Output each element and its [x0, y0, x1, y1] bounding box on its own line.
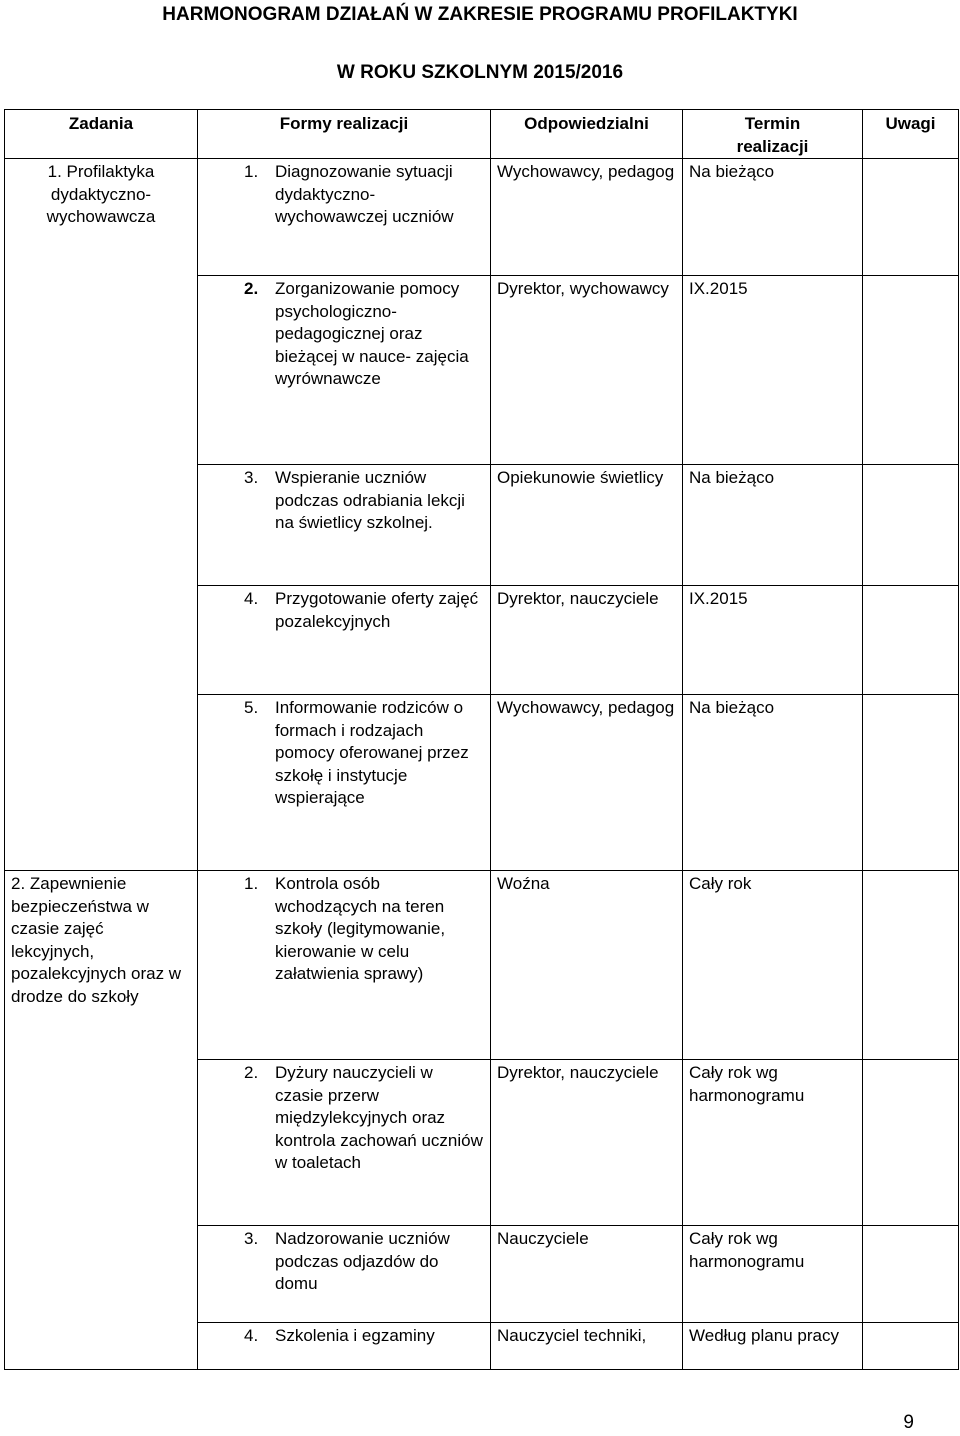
- task-1-cell: 1. Profilaktyka dydaktyczno-wychowawcza: [5, 159, 198, 871]
- item-form: Diagnozowanie sytuacji dydaktyczno-wychowawczej uczniów: [275, 162, 454, 226]
- notes-cell: [863, 586, 959, 695]
- deadline-cell: Cały rok wg harmonogramu: [683, 1226, 863, 1323]
- notes-cell: [863, 1226, 959, 1323]
- page-number: 9: [903, 1412, 914, 1433]
- deadline-cell: IX.2015: [683, 586, 863, 695]
- deadline-cell: Na bieżąco: [683, 159, 863, 276]
- form-cell: [198, 1226, 491, 1323]
- notes-cell: [863, 1060, 959, 1226]
- header-uwagi: Uwagi: [863, 110, 959, 159]
- responsible-cell: Wychowawcy, pedagog: [491, 695, 683, 871]
- schedule-table: [4, 109, 959, 1370]
- responsible-cell: Dyrektor, nauczyciele: [491, 586, 683, 695]
- deadline-cell: Według planu pracy: [683, 1323, 863, 1370]
- form-cell: [198, 586, 491, 695]
- deadline-cell: Cały rok wg harmonogramu: [683, 1060, 863, 1226]
- table-row: [5, 159, 959, 276]
- responsible-cell: Nauczyciel techniki,: [491, 1323, 683, 1370]
- notes-cell: [863, 465, 959, 586]
- notes-cell: [863, 1323, 959, 1370]
- notes-cell: [863, 871, 959, 1060]
- header-termin: Termin realizacji: [683, 110, 863, 159]
- form-cell: [198, 1323, 491, 1370]
- deadline-cell: Cały rok: [683, 871, 863, 1060]
- form-cell: [198, 1060, 491, 1226]
- form-cell: [198, 276, 491, 465]
- responsible-cell: Wychowawcy, pedagog: [491, 159, 683, 276]
- table-header-row: [5, 110, 959, 159]
- item-form: Wspieranie uczniów podczas odrabiania lekcji na świetlicy szkolnej.: [275, 468, 465, 532]
- responsible-cell: Opiekunowie świetlicy: [491, 465, 683, 586]
- form-cell: [198, 695, 491, 871]
- item-form: Zorganizowanie pomocy psychologiczno-pedagogicznej oraz bieżącej w nauce- zajęcia wyrównawcze: [275, 279, 469, 388]
- responsible-cell: Dyrektor, wychowawcy: [491, 276, 683, 465]
- form-cell: [198, 159, 491, 276]
- header-formy: Formy realizacji: [198, 110, 491, 159]
- item-number: 2.: [244, 279, 259, 298]
- item-number: 3.: [244, 1229, 259, 1248]
- item-number: 2.: [244, 1063, 259, 1082]
- deadline-cell: Na bieżąco: [683, 695, 863, 871]
- form-cell: [198, 465, 491, 586]
- responsible-cell: Dyrektor, nauczyciele: [491, 1060, 683, 1226]
- responsible-cell: Nauczyciele: [491, 1226, 683, 1323]
- item-number: 4.: [244, 589, 259, 608]
- deadline-cell: Na bieżąco: [683, 465, 863, 586]
- item-form: Nadzorowanie uczniów podczas odjazdów do domu: [275, 1229, 450, 1293]
- item-form: Szkolenia i egzaminy: [275, 1326, 435, 1345]
- deadline-cell: IX.2015: [683, 276, 863, 465]
- item-number: 1.: [244, 162, 259, 181]
- notes-cell: [863, 276, 959, 465]
- item-number: 1.: [244, 874, 259, 893]
- item-form: Dyżury nauczycieli w czasie przerw międzylekcyjnych oraz kontrola zachowań uczniów w toaletach: [275, 1063, 483, 1172]
- document-title: HARMONOGRAM DZIAŁAŃ W ZAKRESIE PROGRAMU PROFILAKTYKI: [162, 4, 798, 25]
- item-form: Przygotowanie oferty zajęć pozalekcyjnych: [275, 589, 479, 631]
- notes-cell: [863, 695, 959, 871]
- responsible-cell: Woźna: [491, 871, 683, 1060]
- notes-cell: [863, 159, 959, 276]
- header-zadania: Zadania: [5, 110, 198, 159]
- document-subtitle: W ROKU SZKOLNYM 2015/2016: [336, 62, 624, 83]
- table-row: [5, 871, 959, 1060]
- item-form: Kontrola osób wchodzących na teren szkoły (legitymowanie, kierowanie w celu załatwienia sprawy): [275, 874, 446, 983]
- form-cell: [198, 871, 491, 1060]
- item-number: 5.: [244, 698, 259, 717]
- header-odpowiedzialni: Odpowiedzialni: [491, 110, 683, 159]
- item-form: Informowanie rodziców o formach i rodzajach pomocy oferowanej przez szkołę i instytucje wspierające: [275, 698, 469, 807]
- item-number: 4.: [244, 1326, 259, 1345]
- task-2-cell: 2. Zapewnienie bezpieczeństwa w czasie zajęć lekcyjnych, pozalekcyjnych oraz w drodze do szkoły: [5, 871, 198, 1370]
- item-number: 3.: [244, 468, 259, 487]
